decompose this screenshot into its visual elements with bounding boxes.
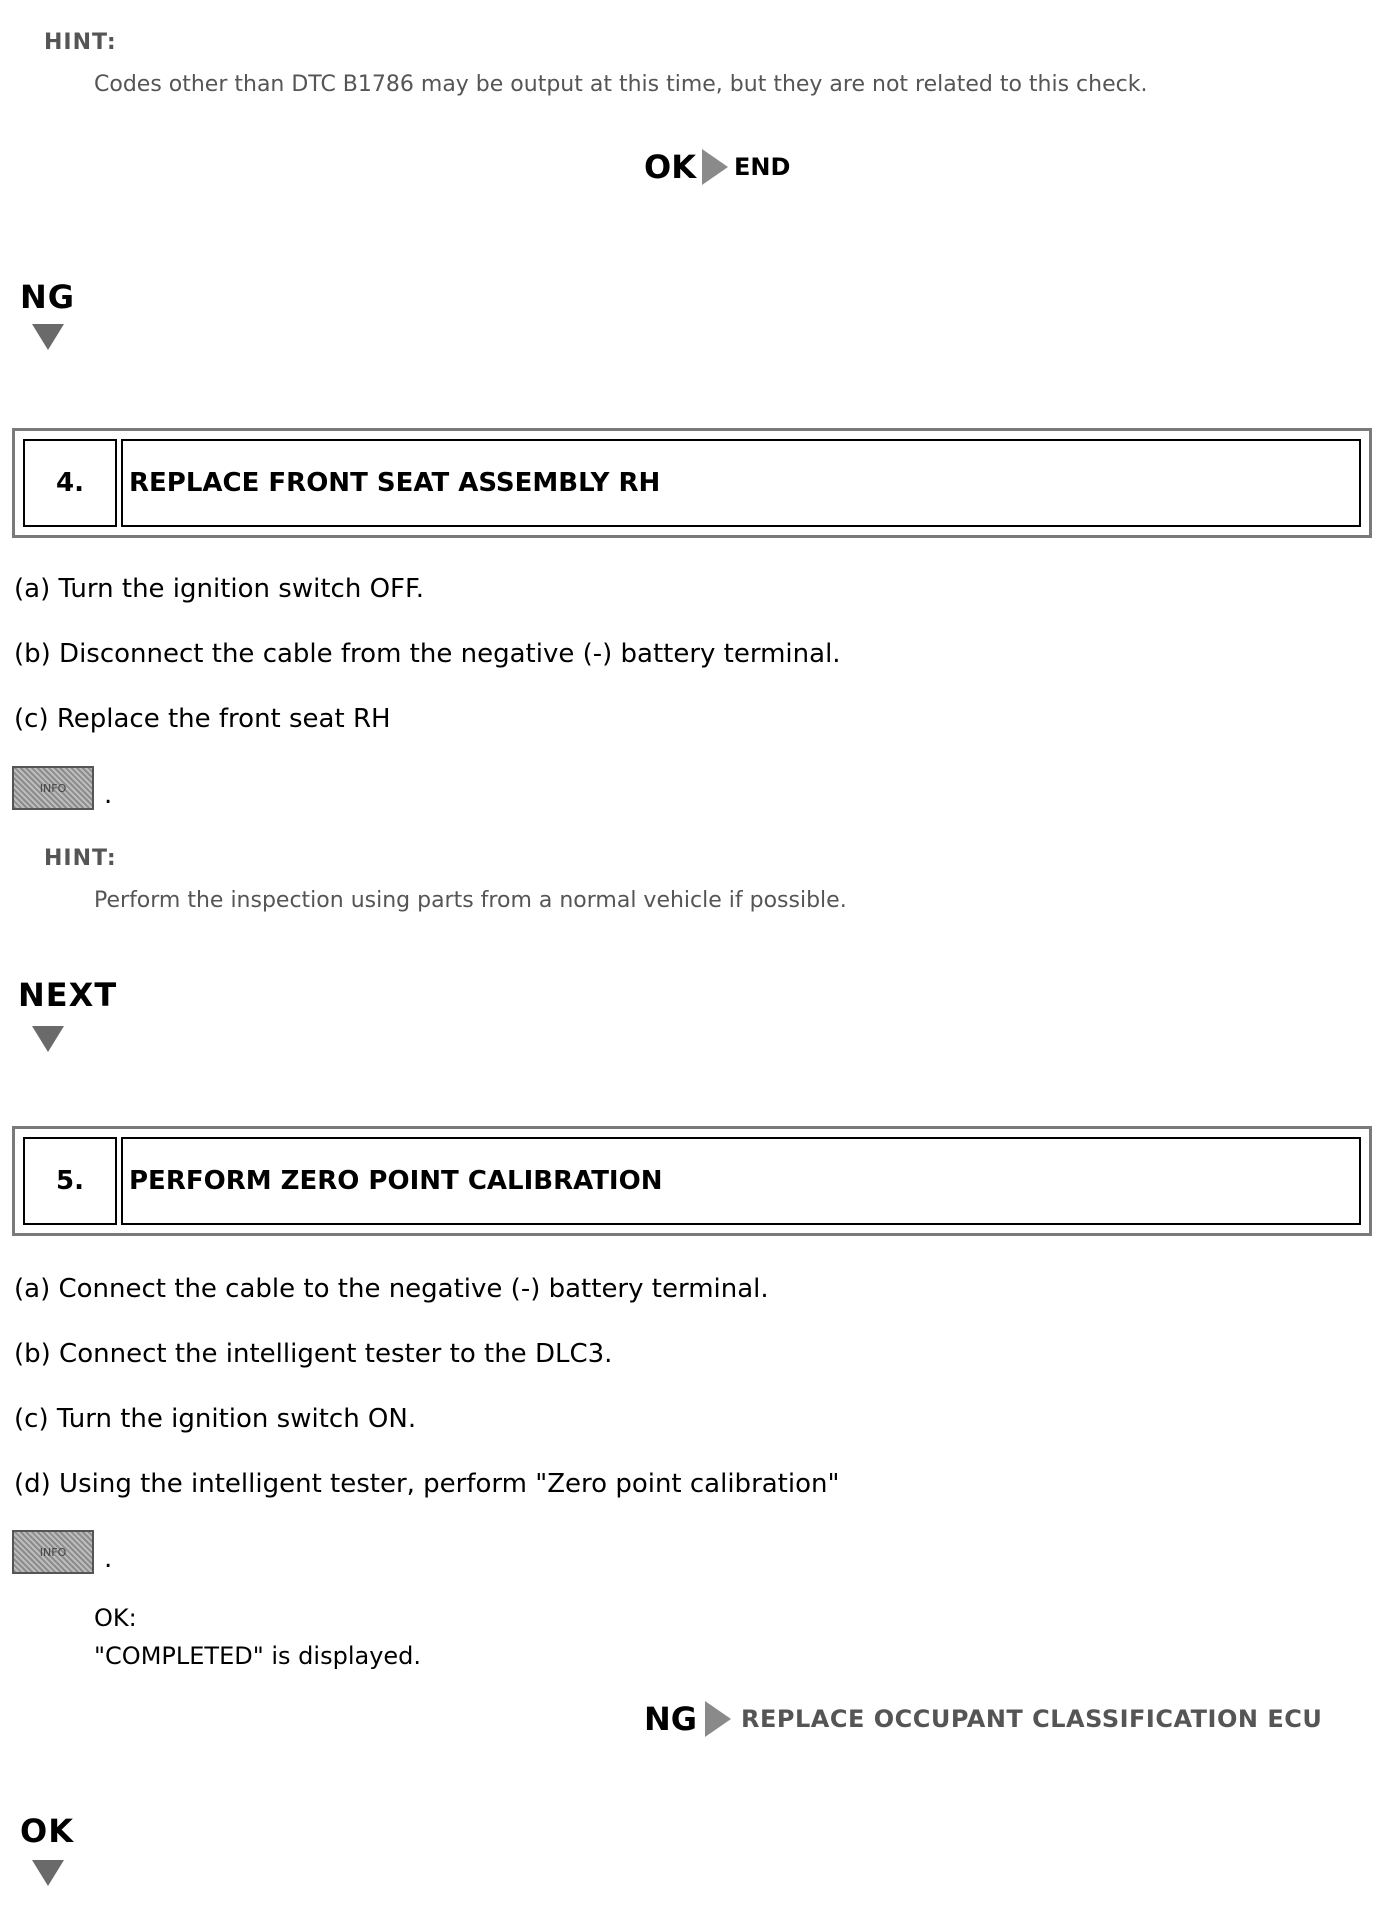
info-dot: .	[104, 780, 113, 810]
step-5-line-c: (c) Turn the ignition switch ON.	[14, 1404, 417, 1434]
down-arrow-icon	[32, 324, 64, 350]
info-dot: .	[104, 1544, 113, 1574]
right-arrow-icon	[702, 149, 728, 185]
step-5-header	[12, 1126, 1372, 1236]
step-4-line-a: (a) Turn the ignition switch OFF.	[14, 574, 425, 604]
step-5-line-a: (a) Connect the cable to the negative (-) battery terminal.	[14, 1274, 769, 1304]
hint-label: HINT:	[44, 30, 117, 55]
result-replace-link[interactable]: REPLACE OCCUPANT CLASSIFICATION ECU	[741, 1705, 1323, 1733]
step-5-info-row	[12, 1530, 112, 1574]
step-5-line-b: (b) Connect the intelligent tester to the DLC3.	[14, 1339, 613, 1369]
result-end-link[interactable]: END	[734, 153, 791, 181]
nav-ok-label: OK	[20, 1812, 74, 1850]
hint-label: HINT:	[44, 846, 117, 871]
step-4-title: REPLACE FRONT SEAT ASSEMBLY RH	[121, 439, 1361, 527]
result-ok-end[interactable]	[644, 148, 790, 186]
right-arrow-icon	[705, 1701, 731, 1737]
step-5-title: PERFORM ZERO POINT CALIBRATION	[121, 1137, 1361, 1225]
hint-text: Codes other than DTC B1786 may be output at this time, but they are not related to this check.	[94, 72, 1148, 97]
nav-ng-label: NG	[20, 278, 76, 316]
step-4-number: 4.	[23, 439, 117, 527]
info-button[interactable]: INFO	[12, 1530, 94, 1574]
step-4-line-c: (c) Replace the front seat RH	[14, 704, 391, 734]
ok-criteria-text: "COMPLETED" is displayed.	[94, 1642, 422, 1670]
step-5-number: 5.	[23, 1137, 117, 1225]
info-button[interactable]: INFO	[12, 766, 94, 810]
step-4-line-b: (b) Disconnect the cable from the negative (-) battery terminal.	[14, 639, 841, 669]
down-arrow-icon	[32, 1026, 64, 1052]
down-arrow-icon	[32, 1860, 64, 1886]
hint-text: Perform the inspection using parts from a normal vehicle if possible.	[94, 888, 847, 913]
ok-criteria-label: OK:	[94, 1604, 137, 1632]
result-ng-replace[interactable]	[644, 1700, 1322, 1738]
step-4-header	[12, 428, 1372, 538]
result-ng-label: NG	[644, 1700, 698, 1738]
nav-next-label: NEXT	[18, 976, 118, 1014]
step-4-info-row	[12, 766, 112, 810]
step-5-line-d: (d) Using the intelligent tester, perform "Zero point calibration"	[14, 1469, 840, 1499]
result-ok-label: OK	[644, 148, 696, 186]
